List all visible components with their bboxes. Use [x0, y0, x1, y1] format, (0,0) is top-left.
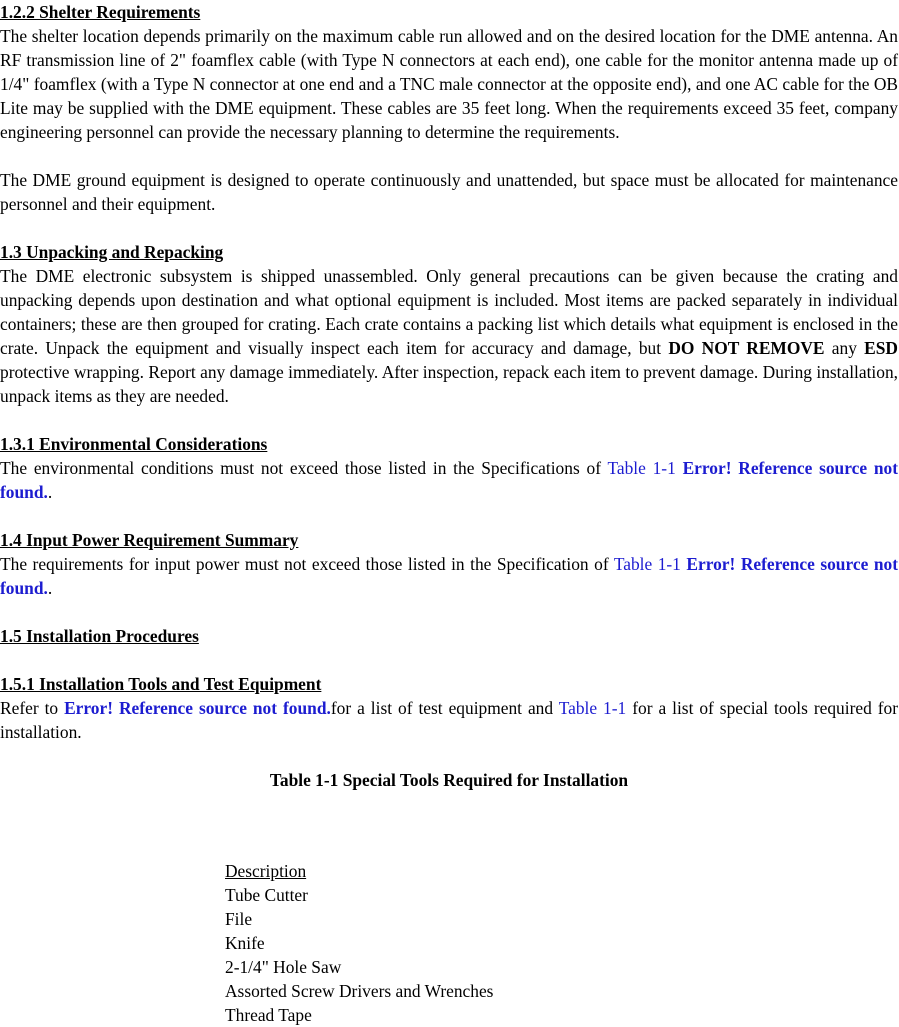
esd-emphasis: ESD [864, 338, 898, 358]
error-reference-link[interactable]: Error! Reference source not found. [0, 554, 898, 598]
period: . [47, 578, 53, 598]
table-row: Knife [225, 933, 265, 953]
spacer [0, 648, 898, 672]
period: . [47, 482, 53, 502]
section-heading-input-power: 1.4 Input Power Requirement Summary [0, 530, 299, 550]
table-row: Assorted Screw Drivers and Wrenches [225, 981, 494, 1001]
do-not-remove-emphasis: DO NOT REMOVE [668, 338, 825, 358]
spacer [0, 744, 898, 768]
table-row: Thread Tape [225, 1005, 312, 1025]
table-row: Tube Cutter [225, 885, 308, 905]
input-power-text: The requirements for input power must not exceed those listed in the Specification of [0, 554, 614, 574]
section-heading-unpacking: 1.3 Unpacking and Repacking [0, 242, 224, 262]
spacer [0, 504, 898, 528]
table-row: 2-1/4" Hole Saw [225, 957, 342, 977]
table-column-header-description: Description [225, 861, 307, 881]
section-heading-installation-tools: 1.5.1 Installation Tools and Test Equipment [0, 674, 322, 694]
input-power-paragraph [0, 552, 898, 600]
spacer [0, 144, 898, 168]
spacer [0, 600, 898, 624]
section-heading-installation-procedures: 1.5 Installation Procedures [0, 626, 199, 646]
unpacking-text-a: The DME electronic subsystem is shipped unassembled. Only general precautions can be given because the crating and unpacking depends upon destination and what optional equipment is included. Most items are packed separately in individual containers; these are then grouped for crating. Each crate contains a packing list which details what equipment is enclosed in the crate. Unpack the equipment and visually inspect each item for accuracy and damage, but [0, 266, 898, 358]
table-reference-link[interactable]: Table 1-1 [607, 458, 676, 478]
unpacking-text-c: protective wrapping. Report any damage immediately. After inspection, repack each item to prevent damage. During installation, unpack items as they are needed. [0, 362, 898, 406]
spacer [0, 408, 898, 432]
table-reference-link[interactable]: Table 1-1 [613, 554, 681, 574]
unpacking-text-b: any [824, 338, 865, 358]
environmental-paragraph [0, 456, 898, 504]
tools-text-c: for a list of special tools required for installation. [0, 698, 899, 742]
unpacking-paragraph [0, 264, 898, 408]
section-heading-shelter-requirements: 1.2.2 Shelter Requirements [0, 2, 201, 22]
table-caption: Table 1-1 Special Tools Required for Installation [269, 770, 629, 790]
special-tools-table [225, 859, 725, 1027]
installation-tools-paragraph [0, 696, 898, 744]
shelter-paragraph-1: The shelter location depends primarily on the maximum cable run allowed and on the desired location for the DME antenna. An RF transmission line of 2" foamflex cable (with Type N connectors at each end), one cable for the monitor antenna made up of 1/4" foamflex (with a Type N connector at one end and a TNC male connector at the opposite end), and one AC cable for the OB Lite may be supplied with the DME equipment. These cables are 35 feet long. When the requirements exceed 35 feet, company engineering personnel can provide the necessary planning to determine the requirements. [0, 26, 898, 142]
section-heading-environmental: 1.3.1 Environmental Considerations [0, 434, 268, 454]
table-reference-link[interactable]: Table 1-1 [558, 698, 627, 718]
spacer [0, 216, 898, 240]
error-reference-link[interactable]: Error! Reference source not found. [64, 698, 331, 718]
error-reference-link[interactable]: Error! Reference source not found. [0, 458, 898, 502]
shelter-paragraph-2: The DME ground equipment is designed to operate continuously and unattended, but space must be allocated for maintenance personnel and their equipment. [0, 170, 898, 214]
environmental-text: The environmental conditions must not exceed those listed in the Specifications of [0, 458, 608, 478]
tools-text-b: for a list of test equipment and [330, 698, 559, 718]
table-row: File [225, 909, 253, 929]
tools-text-a: Refer to [0, 698, 65, 718]
